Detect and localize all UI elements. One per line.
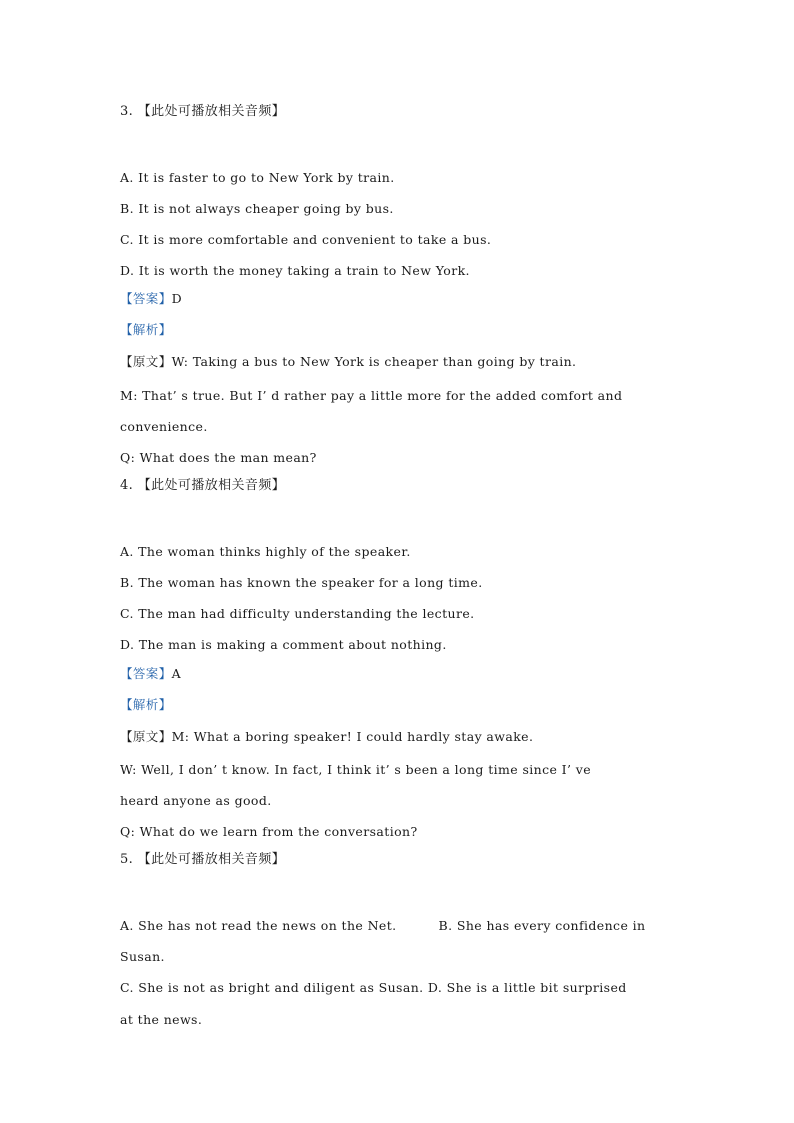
answer-value: D	[171, 291, 183, 306]
question-5-options-line-1	[120, 918, 645, 934]
question-4-transcript-2: W: Well, I don’ t know. In fact, I think it’ s been a long time since I’ ve	[120, 762, 592, 777]
question-4-analysis-label: 【解析】	[120, 697, 172, 712]
question-3-answer	[120, 291, 182, 307]
question-3-transcript-4: Q: What does the man mean?	[120, 450, 317, 465]
question-3-transcript-3: convenience.	[120, 419, 208, 434]
transcript-text: W: Taking a bus to New York is cheaper than going by train.	[171, 354, 577, 369]
question-4-transcript-4: Q: What do we learn from the conversation?	[120, 824, 418, 839]
question-3-transcript-1	[120, 354, 576, 370]
question-3-transcript-2: M: That’ s true. But I’ d rather pay a little more for the added comfort and	[120, 388, 623, 403]
transcript-text: M: What a boring speaker! I could hardly stay awake.	[171, 729, 534, 744]
question-5-options-line-4: at the news.	[120, 1012, 203, 1027]
question-4-answer	[120, 666, 181, 682]
question-4-heading: 4. 【此处可播放相关音频】	[120, 478, 286, 493]
question-3-option-a: A. It is faster to go to New York by train.	[120, 170, 395, 185]
question-5-heading: 5. 【此处可播放相关音频】	[120, 852, 286, 867]
question-5-option-d: D. She is a little bit surprised	[427, 980, 627, 995]
question-4-option-b: B. The woman has known the speaker for a long time.	[120, 575, 483, 590]
question-4-transcript-1	[120, 729, 533, 745]
question-3-option-d: D. It is worth the money taking a train to New York.	[120, 263, 470, 278]
question-4-option-c: C. The man had difficulty understanding the lecture.	[120, 606, 475, 621]
question-4-transcript-3: heard anyone as good.	[120, 793, 272, 808]
question-4-option-d: D. The man is making a comment about nothing.	[120, 637, 447, 652]
question-5-options-line-3	[120, 980, 627, 996]
question-3-analysis-label: 【解析】	[120, 322, 172, 337]
transcript-label: 【原文】	[120, 729, 172, 744]
question-3-option-b: B. It is not always cheaper going by bus.	[120, 201, 394, 216]
question-5-option-b: B. She has every confidence in	[438, 918, 646, 933]
question-5-option-a: A. She has not read the news on the Net.	[120, 918, 397, 933]
question-5-options-line-2: Susan.	[120, 949, 165, 964]
question-3-heading: 3. 【此处可播放相关音频】	[120, 104, 286, 119]
answer-value: A	[171, 666, 182, 681]
question-5-option-c: C. She is not as bright and diligent as Susan.	[120, 980, 424, 995]
transcript-label: 【原文】	[120, 354, 172, 369]
answer-label: 【答案】	[120, 291, 172, 306]
answer-label: 【答案】	[120, 666, 172, 681]
question-4-option-a: A. The woman thinks highly of the speaker.	[120, 544, 411, 559]
question-3-option-c: C. It is more comfortable and convenient to take a bus.	[120, 232, 492, 247]
